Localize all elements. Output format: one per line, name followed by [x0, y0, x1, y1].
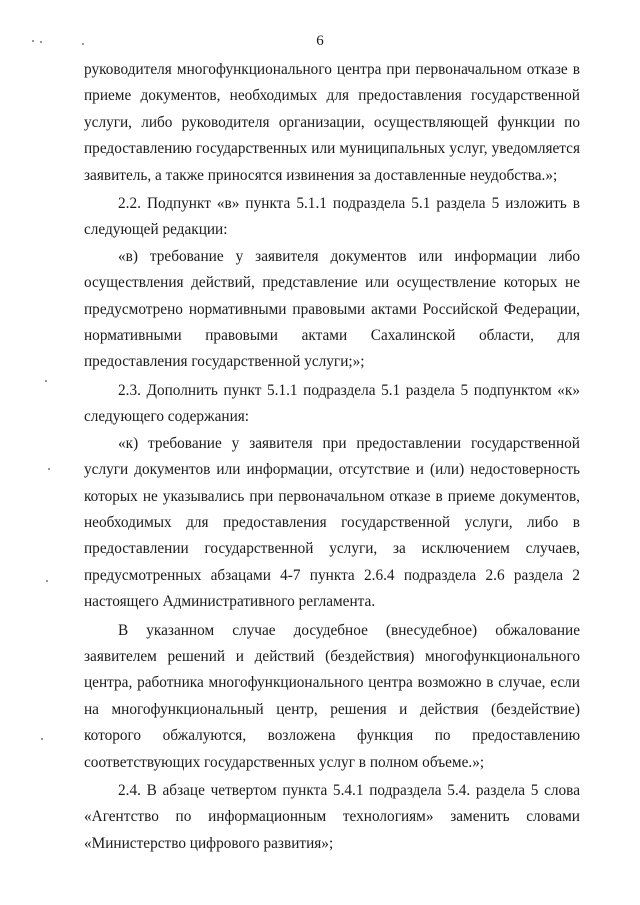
- scan-speck: [41, 738, 43, 740]
- paragraph: 2.2. Подпункт «в» пункта 5.1.1 подраздела 5.1 раздела 5 изложить в следующей редакции:: [84, 195, 580, 239]
- paragraph: В указанном случае досудебное (внесудебное) обжалование заявителем решений и действий (бездействия) многофункционального центра, работника многофункционального центра возможно в случае, если на многофункциональный центр, решения и действия (бездействие) которого обжалуются, возложена функция по предоставлению соответствующих государственных услуг в полном объеме.»;: [84, 621, 580, 771]
- scan-speck: [40, 41, 42, 43]
- scan-speck: [82, 43, 84, 45]
- paragraph: 2.3. Дополнить пункт 5.1.1 подраздела 5.1 раздела 5 подпунктом «к» следующего содержания:: [84, 381, 580, 426]
- scan-speck: [32, 40, 34, 42]
- paragraph: 2.4. В абзаце четвертом пункта 5.4.1 подраздела 5.4. раздела 5 слова «Агентство по информационным технологиям» заменить словами «Министерство цифрового развития»;: [84, 781, 580, 852]
- paragraph: руководителя многофункционального центра при первоначальном отказе в приеме документов, необходимых для предоставления государственной услуги, либо руководителя организации, осуществляющей функции по предоставлению государственных или муниципальных услуг, уведомляется заявитель, а также приносятся извинения за доставленные неудобства.»;: [84, 61, 580, 184]
- document-body: [84, 57, 580, 857]
- scan-speck: [48, 468, 50, 470]
- paragraph: «к) требование у заявителя при предоставлении государственной услуги документов или информации, отсутствие и (или) недостоверность которых не указывались при первоначальном отказе в приеме документов, необходимых для предоставления государственной услуги, либо в предоставлении государственной услуги, за исключением случаев, предусмотренных абзацами 4-7 пункта 2.6.4 подраздела 2.6 раздела 2 настоящего Административного регламента.: [84, 434, 580, 611]
- scan-speck: [45, 380, 47, 382]
- page-number: 6: [316, 33, 324, 49]
- scan-speck: [46, 580, 48, 582]
- paragraph: «в) требование у заявителя документов или информации либо осуществления действий, представление или осуществление которых не предусмотрено нормативными правовыми актами Российской Федерации, нормативными правовыми актами Сахалинской области, для предоставления государственной услуги;»;: [84, 247, 580, 371]
